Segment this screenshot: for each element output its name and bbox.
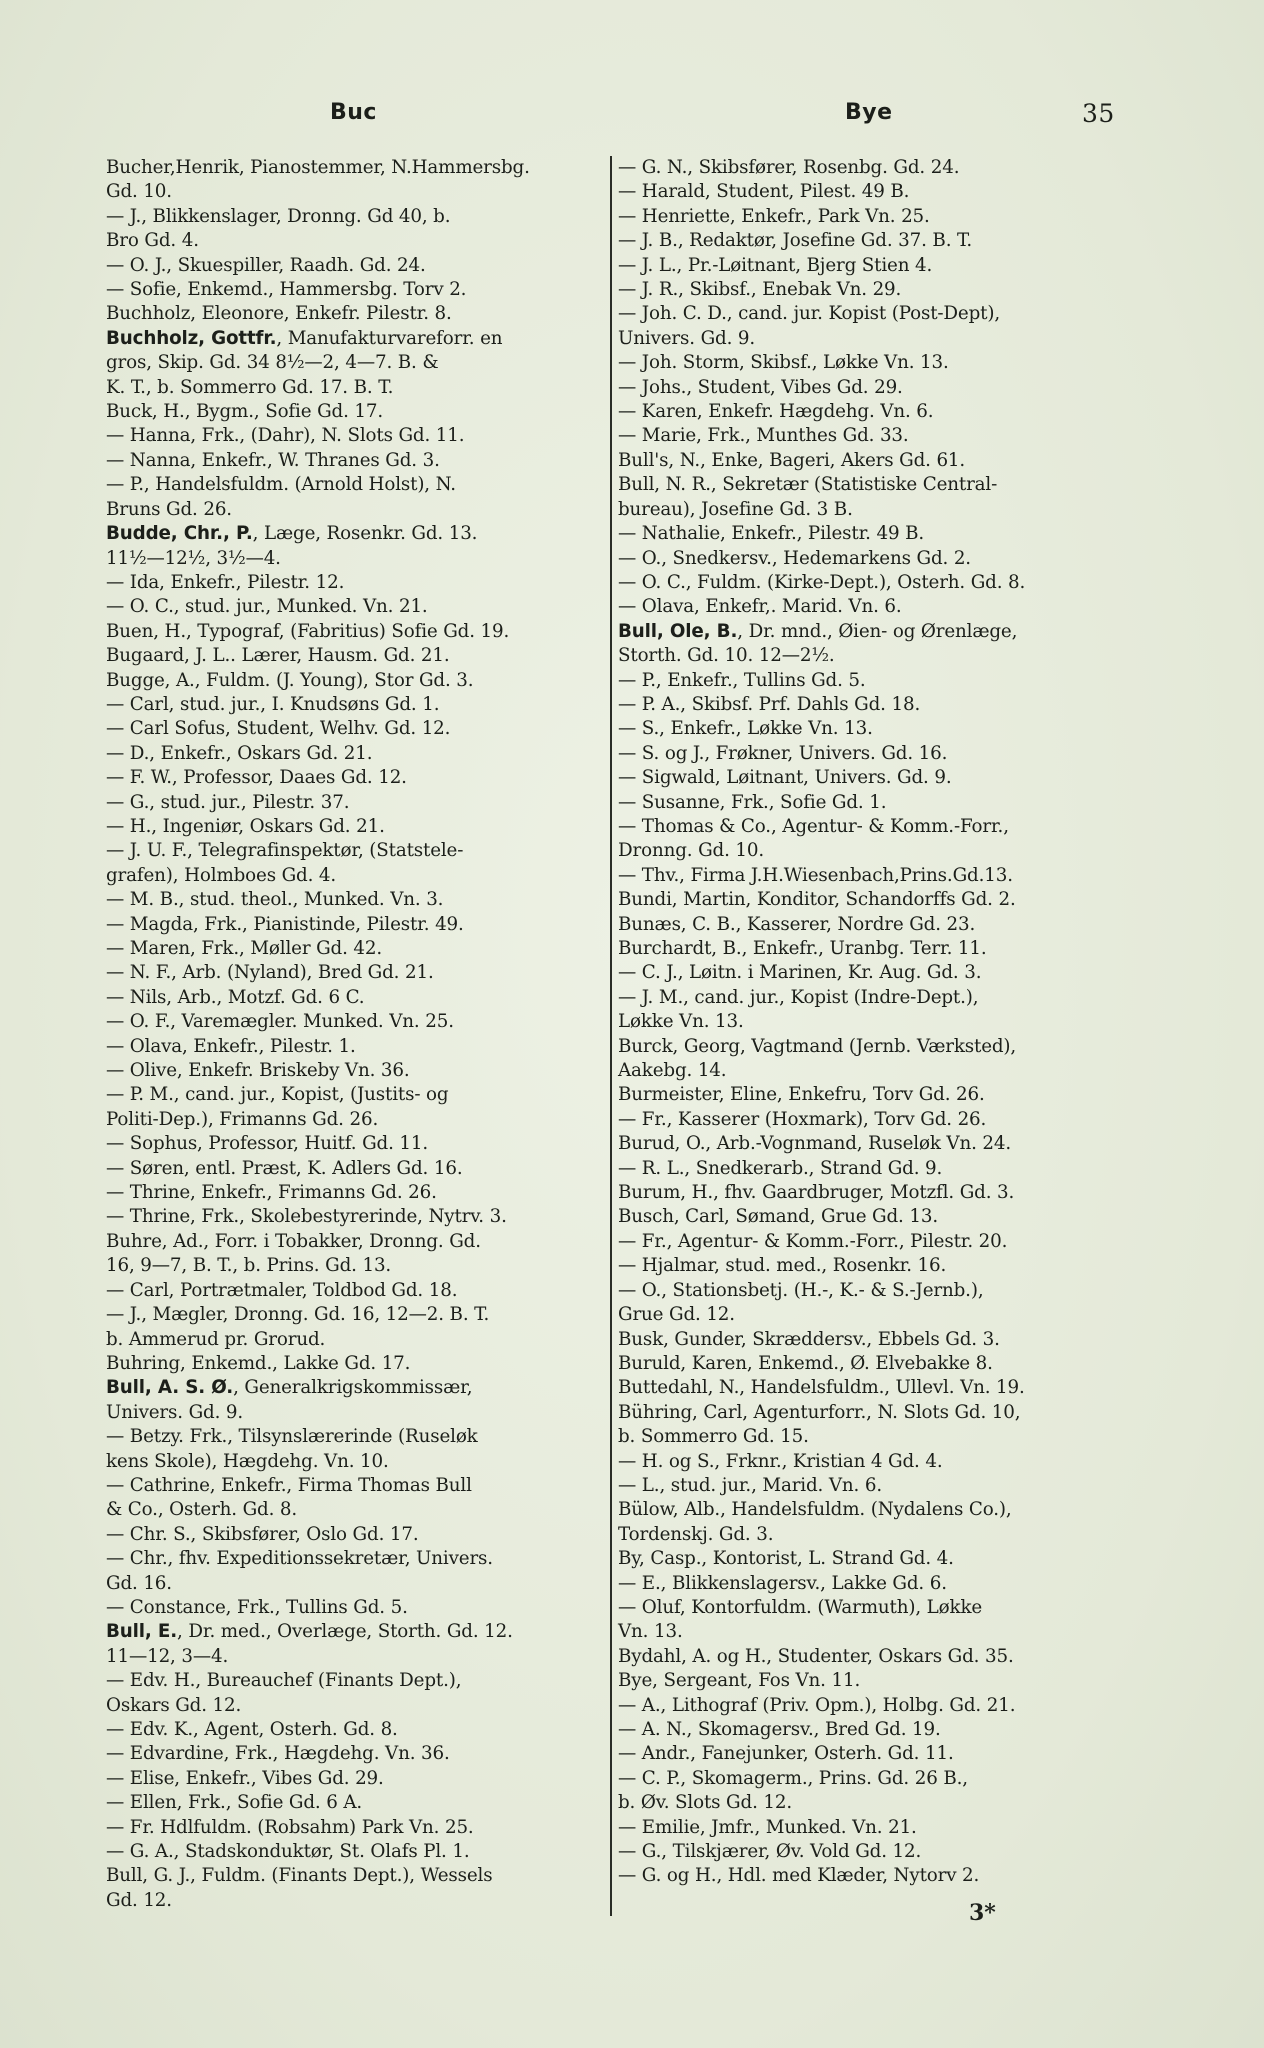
entry-text: Buen, H., Typograf, (Fabritius) Sofie Gd. 19.: [106, 620, 510, 642]
directory-line: [106, 229, 606, 253]
entry-text: Buck, H., Bygm., Sofie Gd. 17.: [106, 401, 384, 423]
directory-line: [618, 254, 1118, 278]
directory-line: [106, 1523, 606, 1547]
entry-text: Bruns Gd. 26.: [106, 498, 232, 520]
directory-line: [106, 1694, 606, 1718]
directory-line: [618, 1718, 1118, 1742]
entry-text: — G., Tilskjærer, Øv. Vold Gd. 12.: [618, 1841, 922, 1863]
directory-line: [106, 376, 606, 400]
directory-line: [618, 1596, 1118, 1620]
directory-line: [106, 1791, 606, 1815]
entry-text: — Carl, stud. jur., I. Knudsøns Gd. 1.: [106, 693, 440, 715]
entry-text: Bro Gd. 4.: [106, 230, 199, 252]
directory-line: [106, 742, 606, 766]
entry-text: — Sofie, Enkemd., Hammersbg. Torv 2.: [106, 279, 467, 301]
directory-line: [106, 1889, 606, 1913]
entry-text: — N. F., Arb. (Nyland), Bred Gd. 21.: [106, 962, 434, 984]
header-left-guide-word: Buc: [330, 100, 377, 125]
entry-text: , Læge, Rosenkr. Gd. 13.: [252, 523, 478, 545]
entry-text: — Søren, entl. Præst, K. Adlers Gd. 16.: [106, 1157, 463, 1179]
entry-text: — Johs., Student, Vibes Gd. 29.: [618, 376, 903, 398]
entry-text: — Carl, Portrætmaler, Toldbod Gd. 18.: [106, 1279, 458, 1301]
entry-text: — Oluf, Kontorfuldm. (Warmuth), Løkke: [618, 1596, 983, 1618]
directory-line: [106, 1059, 606, 1083]
directory-line: [618, 1742, 1118, 1766]
entry-text: — J. B., Redaktør, Josefine Gd. 37. B. T.: [618, 230, 973, 252]
directory-line: [106, 1279, 606, 1303]
directory-line: [106, 1816, 606, 1840]
header-right-guide-word: Bye: [845, 100, 893, 125]
entry-text: — P., Enkefr., Tullins Gd. 5.: [618, 669, 866, 691]
directory-line: [618, 888, 1118, 912]
directory-line: [618, 766, 1118, 790]
directory-line: [106, 1572, 606, 1596]
directory-line: [618, 620, 1118, 644]
entry-text: By, Casp., Kontorist, L. Strand Gd. 4.: [618, 1548, 954, 1570]
directory-line: [106, 1718, 606, 1742]
entry-text: Burmeister, Eline, Enkefru, Torv Gd. 26.: [618, 1084, 985, 1106]
entry-text: — H., Ingeniør, Oskars Gd. 21.: [106, 815, 385, 837]
entry-text: — Henriette, Enkefr., Park Vn. 25.: [618, 205, 930, 227]
entry-text: — R. L., Snedkerarb., Strand Gd. 9.: [618, 1157, 943, 1179]
directory-line: [106, 205, 606, 229]
entry-text: — S. og J., Frøkner, Univers. Gd. 16.: [618, 742, 948, 764]
directory-line: [106, 1010, 606, 1034]
entry-name-bold: Buchholz, Gottfr.: [106, 327, 277, 349]
directory-line: [106, 1401, 606, 1425]
directory-line: [106, 1230, 606, 1254]
entry-text: — P., Handelsfuldm. (Arnold Holst), N.: [106, 474, 456, 496]
directory-line: [618, 937, 1118, 961]
directory-line: [618, 669, 1118, 693]
directory-line: [106, 937, 606, 961]
directory-line: [618, 1108, 1118, 1132]
directory-line: [618, 1132, 1118, 1156]
directory-line: [618, 1254, 1118, 1278]
entry-text: — O. J., Skuespiller, Raadh. Gd. 24.: [106, 254, 426, 276]
directory-line: [618, 595, 1118, 619]
entry-text: Storth. Gd. 10. 12—2½.: [618, 645, 835, 667]
directory-line: [106, 1303, 606, 1327]
entry-name-bold: Bull, A. S. Ø.: [106, 1377, 234, 1399]
directory-line: [618, 1864, 1118, 1888]
entry-text: Buhring, Enkemd., Lakke Gd. 17.: [106, 1352, 411, 1374]
entry-text: — J. M., cand. jur., Kopist (Indre-Dept.),: [618, 986, 979, 1008]
entry-text: — Magda, Frk., Pianistinde, Pilestr. 49.: [106, 913, 464, 935]
entry-text: — Olive, Enkefr. Briskeby Vn. 36.: [106, 1060, 410, 1082]
directory-line: [106, 1035, 606, 1059]
directory-line: [618, 1425, 1118, 1449]
directory-line: [106, 1669, 606, 1693]
entry-text: — Thrine, Enkefr., Frimanns Gd. 26.: [106, 1182, 437, 1204]
entry-text: — Carl Sofus, Student, Welhv. Gd. 12.: [106, 718, 451, 740]
directory-line: [618, 302, 1118, 326]
entry-text: — Fr. Hdlfuldm. (Robsahm) Park Vn. 25.: [106, 1816, 474, 1838]
directory-line: [106, 1474, 606, 1498]
directory-line: [618, 205, 1118, 229]
entry-text: — O. C., stud. jur., Munked. Vn. 21.: [106, 596, 428, 618]
directory-line: [106, 1352, 606, 1376]
entry-text: — H. og S., Frknr., Kristian 4 Gd. 4.: [618, 1450, 943, 1472]
entry-text: gros, Skip. Gd. 34 8½—2, 4—7. B. &: [106, 352, 439, 374]
entry-text: — Karen, Enkefr. Hægdehg. Vn. 6.: [618, 401, 934, 423]
directory-line: [618, 693, 1118, 717]
directory-line: [618, 1791, 1118, 1815]
entry-text: — Chr. S., Skibsfører, Oslo Gd. 17.: [106, 1523, 419, 1545]
entry-text: — A., Lithograf (Priv. Opm.), Holbg. Gd. 21.: [618, 1694, 1016, 1716]
directory-line: [106, 547, 606, 571]
entry-text: — S., Enkefr., Løkke Vn. 13.: [618, 718, 873, 740]
entry-text: Gd. 16.: [106, 1572, 172, 1594]
directory-line: [618, 1010, 1118, 1034]
directory-line: [106, 1205, 606, 1229]
entry-text: Univers. Gd. 9.: [618, 327, 756, 349]
entry-text: Univers. Gd. 9.: [106, 1401, 244, 1423]
directory-line: [618, 1083, 1118, 1107]
directory-line: [106, 1547, 606, 1571]
entry-text: — Edv. K., Agent, Osterh. Gd. 8.: [106, 1719, 398, 1740]
directory-line: [106, 644, 606, 668]
directory-line: [618, 1620, 1118, 1644]
entry-text: — Chr., fhv. Expeditionssekretær, Univers.: [106, 1548, 493, 1570]
entry-text: bureau), Josefine Gd. 3 B.: [618, 498, 853, 520]
entry-text: — Ida, Enkefr., Pilestr. 12.: [106, 571, 345, 593]
directory-line: [618, 1523, 1118, 1547]
directory-line: [618, 424, 1118, 448]
directory-line: [106, 1767, 606, 1791]
directory-line: [618, 864, 1118, 888]
entry-text: — O. C., Fuldm. (Kirke-Dept.), Osterh. Gd. 8.: [618, 571, 1026, 593]
directory-line: [106, 327, 606, 351]
entry-text: — Constance, Frk., Tullins Gd. 5.: [106, 1596, 408, 1618]
entry-text: — J. L., Pr.-Løitnant, Bjerg Stien 4.: [618, 254, 933, 276]
directory-line: [618, 1669, 1118, 1693]
directory-line: [106, 522, 606, 546]
entry-text: , Dr. mnd., Øien- og Ørenlæge,: [737, 620, 1018, 642]
directory-line: [106, 473, 606, 497]
entry-text: Bull's, N., Enke, Bageri, Akers Gd. 61.: [618, 449, 966, 471]
entry-text: — J. R., Skibsf., Enebak Vn. 29.: [618, 279, 902, 301]
directory-line: [618, 986, 1118, 1010]
entry-text: , Manufakturvareforr. en: [276, 327, 503, 349]
entry-text: 11½—12½, 3½—4.: [106, 547, 281, 569]
entry-name-bold: Budde, Chr., P.: [106, 523, 253, 545]
directory-line: [618, 815, 1118, 839]
entry-text: — A. N., Skomagersv., Bred Gd. 19.: [618, 1719, 941, 1740]
directory-line: [106, 669, 606, 693]
directory-line: [618, 1816, 1118, 1840]
directory-line: [618, 229, 1118, 253]
directory-line: [618, 180, 1118, 204]
directory-line: [106, 449, 606, 473]
directory-line: [106, 351, 606, 375]
entry-text: — G. A., Stadskonduktør, St. Olafs Pl. 1.: [106, 1841, 470, 1863]
entry-text: Bundi, Martin, Konditor, Schandorffs Gd. 2.: [618, 889, 1016, 911]
directory-line: [106, 1132, 606, 1156]
entry-text: Bugaard, J. L.. Lærer, Hausm. Gd. 21.: [106, 645, 450, 667]
directory-line: [106, 888, 606, 912]
entry-text: — Marie, Frk., Munthes Gd. 33.: [618, 425, 909, 447]
directory-line: [618, 742, 1118, 766]
entry-text: , Dr. med., Overlæge, Storth. Gd. 12.: [177, 1621, 513, 1643]
entry-text: Buchholz, Eleonore, Enkefr. Pilestr. 8.: [106, 303, 452, 325]
entry-text: — C. J., Løitn. i Marinen, Kr. Aug. Gd. 3.: [618, 962, 982, 984]
page-number: 35: [1082, 99, 1115, 128]
entry-text: — Thv., Firma J.H.Wiesenbach,Prins.Gd.13.: [618, 864, 1013, 886]
directory-line: [106, 1742, 606, 1766]
directory-line: [618, 278, 1118, 302]
directory-line: [618, 1181, 1118, 1205]
entry-text: — Ellen, Frk., Sofie Gd. 6 A.: [106, 1792, 363, 1814]
entry-name-bold: Bull, Ole, B.: [618, 620, 738, 642]
directory-line: [618, 400, 1118, 424]
directory-line: [106, 1864, 606, 1888]
entry-text: — Sophus, Professor, Huitf. Gd. 11.: [106, 1133, 429, 1155]
directory-line: [618, 156, 1118, 180]
entry-text: Gd. 10.: [106, 181, 172, 203]
entry-text: Tordenskj. Gd. 3.: [618, 1523, 774, 1545]
entry-text: — Harald, Student, Pilest. 49 B.: [618, 181, 910, 203]
entry-text: — Betzy. Frk., Tilsynslærerinde (Ruseløk: [106, 1426, 478, 1448]
entry-text: Politi-Dep.), Frimanns Gd. 26.: [106, 1108, 379, 1130]
entry-text: — C. P., Skomagerm., Prins. Gd. 26 B.,: [618, 1767, 968, 1789]
directory-line: [106, 1620, 606, 1644]
entry-text: Bull, G. J., Fuldm. (Finants Dept.), Wessels: [106, 1865, 493, 1887]
directory-line: [106, 986, 606, 1010]
directory-line: [618, 1157, 1118, 1181]
directory-line: [618, 1376, 1118, 1400]
directory-line: [618, 547, 1118, 571]
directory-line: [106, 1083, 606, 1107]
directory-line: [618, 327, 1118, 351]
directory-line: [106, 717, 606, 741]
entry-text: Bull, N. R., Sekretær (Statistiske Central-: [618, 474, 998, 496]
directory-line: [106, 424, 606, 448]
directory-line: [618, 473, 1118, 497]
directory-line: [106, 156, 606, 180]
entry-text: — Thomas & Co., Agentur- & Komm.-Forr.,: [618, 815, 1009, 837]
directory-line: [618, 1328, 1118, 1352]
entry-text: — G., stud. jur., Pilestr. 37.: [106, 791, 350, 813]
entry-text: grafen), Holmboes Gd. 4.: [106, 864, 337, 886]
directory-line: [106, 1645, 606, 1669]
entry-text: Oskars Gd. 12.: [106, 1694, 242, 1716]
entry-text: — Elise, Enkefr., Vibes Gd. 29.: [106, 1767, 384, 1789]
entry-text: — Olava, Enkefr., Pilestr. 1.: [106, 1035, 356, 1057]
directory-line: [618, 1498, 1118, 1522]
entry-name-bold: Bull, E.: [106, 1621, 178, 1643]
directory-line: [618, 913, 1118, 937]
entry-text: b. Ammerud pr. Grorud.: [106, 1328, 326, 1350]
entry-text: — E., Blikkenslagersv., Lakke Gd. 6.: [618, 1572, 947, 1594]
directory-line: [618, 1840, 1118, 1864]
entry-text: — Nils, Arb., Motzf. Gd. 6 C.: [106, 986, 365, 1008]
entry-text: Busch, Carl, Sømand, Grue Gd. 13.: [618, 1206, 938, 1228]
entry-text: K. T., b. Sommerro Gd. 17. B. T.: [106, 376, 394, 398]
entry-text: , Generalkrigskommissær,: [233, 1377, 473, 1399]
entry-text: — Nathalie, Enkefr., Pilestr. 49 B.: [618, 523, 925, 545]
entry-text: Løkke Vn. 13.: [618, 1011, 744, 1033]
entry-text: Burud, O., Arb.-Vognmand, Ruseløk Vn. 24.: [618, 1133, 1012, 1155]
entry-text: — Olava, Enkefr,. Marid. Vn. 6.: [618, 596, 902, 618]
entry-text: — Susanne, Frk., Sofie Gd. 1.: [618, 791, 887, 813]
directory-line: [106, 1425, 606, 1449]
directory-line: [618, 1474, 1118, 1498]
directory-line: [106, 278, 606, 302]
directory-line: [618, 498, 1118, 522]
directory-line: [106, 815, 606, 839]
directory-line: [618, 571, 1118, 595]
directory-line: [618, 1694, 1118, 1718]
directory-line: [106, 571, 606, 595]
directory-line: [618, 1059, 1118, 1083]
entry-text: Busk, Gunder, Skræddersv., Ebbels Gd. 3.: [618, 1328, 1000, 1350]
entry-text: — Cathrine, Enkefr., Firma Thomas Bull: [106, 1474, 472, 1496]
directory-line: [618, 376, 1118, 400]
entry-text: 11—12, 3—4.: [106, 1645, 229, 1667]
directory-line: [106, 498, 606, 522]
entry-text: — Fr., Kasserer (Hoxmark), Torv Gd. 26.: [618, 1108, 987, 1130]
entry-text: b. Sommerro Gd. 15.: [618, 1426, 809, 1448]
directory-line: [106, 1498, 606, 1522]
entry-text: kens Skole), Hægdehg. Vn. 10.: [106, 1450, 389, 1472]
directory-line: [618, 961, 1118, 985]
entry-text: — F. W., Professor, Daaes Gd. 12.: [106, 767, 407, 789]
entry-text: Bugge, A., Fuldm. (J. Young), Stor Gd. 3.: [106, 669, 474, 691]
directory-line: [618, 1572, 1118, 1596]
directory-line: [106, 180, 606, 204]
directory-line: [618, 1205, 1118, 1229]
directory-line: [618, 1352, 1118, 1376]
entry-text: — J., Mægler, Dronng. Gd. 16, 12—2. B. T.: [106, 1304, 490, 1326]
directory-line: [618, 644, 1118, 668]
entry-text: Burchardt, B., Enkefr., Uranbg. Terr. 11.: [618, 938, 987, 959]
entry-text: — J. U. F., Telegrafinspektør, (Statstele-: [106, 840, 464, 862]
directory-line: [618, 791, 1118, 815]
entry-text: 16, 9—7, B. T., b. Prins. Gd. 13.: [106, 1255, 392, 1277]
entry-text: & Co., Osterh. Gd. 8.: [106, 1499, 298, 1521]
right-column: [618, 156, 1118, 1889]
directory-line: [618, 1645, 1118, 1669]
directory-line: [106, 1181, 606, 1205]
directory-line: [618, 522, 1118, 546]
directory-line: [106, 1254, 606, 1278]
entry-text: — P. A., Skibsf. Prf. Dahls Gd. 18.: [618, 693, 921, 715]
entry-text: — O., Stationsbetj. (H.-, K.- & S.-Jernb.),: [618, 1279, 984, 1301]
column-divider: [610, 156, 612, 1916]
directory-line: [106, 693, 606, 717]
entry-text: — G. N., Skibsfører, Rosenbg. Gd. 24.: [618, 157, 960, 178]
directory-line: [106, 254, 606, 278]
directory-line: [618, 1450, 1118, 1474]
directory-line: [618, 1279, 1118, 1303]
entry-text: — Hjalmar, stud. med., Rosenkr. 16.: [618, 1255, 947, 1277]
footer-signature: 3*: [969, 1900, 996, 1926]
entry-text: Bye, Sergeant, Fos Vn. 11.: [618, 1670, 861, 1692]
entry-text: — Edvardine, Frk., Hægdehg. Vn. 36.: [106, 1743, 450, 1765]
directory-line: [618, 351, 1118, 375]
entry-text: Bülow, Alb., Handelsfuldm. (Nydalens Co.),: [618, 1499, 1012, 1521]
entry-text: — Joh. C. D., cand. jur. Kopist (Post-Dept),: [618, 303, 1000, 325]
entry-text: Buruld, Karen, Enkemd., Ø. Elvebakke 8.: [618, 1352, 993, 1374]
entry-text: Aakebg. 14.: [618, 1060, 727, 1082]
entry-text: — O., Snedkersv., Hedemarkens Gd. 2.: [618, 547, 971, 569]
entry-text: — Joh. Storm, Skibsf., Løkke Vn. 13.: [618, 352, 949, 374]
directory-line: [106, 302, 606, 326]
entry-text: — P. M., cand. jur., Kopist, (Justits- og: [106, 1084, 449, 1106]
directory-line: [106, 595, 606, 619]
directory-line: [106, 766, 606, 790]
directory-line: [618, 717, 1118, 741]
entry-text: — Fr., Agentur- & Komm.-Forr., Pilestr. 20.: [618, 1230, 1008, 1252]
directory-line: [618, 1547, 1118, 1571]
entry-text: — Nanna, Enkefr., W. Thranes Gd. 3.: [106, 449, 440, 471]
entry-text: — Sigwald, Løitnant, Univers. Gd. 9.: [618, 767, 952, 789]
directory-line: [618, 1767, 1118, 1791]
directory-line: [618, 449, 1118, 473]
entry-text: Buhre, Ad., Forr. i Tobakker, Dronng. Gd.: [106, 1230, 481, 1252]
entry-text: b. Øv. Slots Gd. 12.: [618, 1792, 793, 1814]
entry-text: Burum, H., fhv. Gaardbruger, Motzfl. Gd. 3.: [618, 1182, 1015, 1204]
entry-text: Vn. 13.: [618, 1621, 683, 1643]
directory-line: [106, 791, 606, 815]
entry-text: Bucher,Henrik, Pianostemmer, N.Hammersbg.: [106, 157, 530, 178]
directory-line: [106, 839, 606, 863]
entry-text: — M. B., stud. theol., Munked. Vn. 3.: [106, 889, 444, 911]
directory-line: [618, 1303, 1118, 1327]
entry-text: — Maren, Frk., Møller Gd. 42.: [106, 938, 383, 959]
directory-line: [106, 1157, 606, 1181]
entry-text: Buttedahl, N., Handelsfuldm., Ullevl. Vn. 19.: [618, 1377, 1025, 1399]
entry-text: — D., Enkefr., Oskars Gd. 21.: [106, 742, 373, 764]
directory-line: [106, 1108, 606, 1132]
entry-text: Gd. 12.: [106, 1889, 172, 1911]
entry-text: — Emilie, Jmfr., Munked. Vn. 21.: [618, 1816, 917, 1838]
entry-text: Bydahl, A. og H., Studenter, Oskars Gd. 35.: [618, 1645, 1014, 1667]
directory-line: [106, 961, 606, 985]
entry-text: — Edv. H., Bureauchef (Finants Dept.),: [106, 1670, 462, 1692]
directory-line: [618, 1230, 1118, 1254]
entry-text: Bunæs, C. B., Kasserer, Nordre Gd. 23.: [618, 913, 976, 935]
entry-text: — Hanna, Frk., (Dahr), N. Slots Gd. 11.: [106, 425, 465, 447]
entry-text: — Thrine, Frk., Skolebestyrerinde, Nytrv. 3.: [106, 1206, 507, 1228]
directory-line: [106, 1596, 606, 1620]
entry-text: Grue Gd. 12.: [618, 1304, 735, 1326]
directory-line: [618, 1035, 1118, 1059]
left-column: [106, 156, 606, 1913]
directory-line: [106, 400, 606, 424]
directory-line: [106, 620, 606, 644]
directory-line: [106, 913, 606, 937]
directory-line: [618, 1401, 1118, 1425]
entry-text: — L., stud. jur., Marid. Vn. 6.: [618, 1474, 883, 1496]
entry-text: Bühring, Carl, Agenturforr., N. Slots Gd. 10,: [618, 1401, 1021, 1423]
directory-line: [106, 1328, 606, 1352]
entry-text: — J., Blikkenslager, Dronng. Gd 40, b.: [106, 205, 451, 227]
directory-line: [106, 1840, 606, 1864]
directory-line: [106, 1450, 606, 1474]
entry-text: — O. F., Varemægler. Munked. Vn. 25.: [106, 1011, 454, 1033]
entry-text: Dronng. Gd. 10.: [618, 840, 765, 862]
directory-line: [618, 839, 1118, 863]
directory-line: [106, 864, 606, 888]
entry-text: Burck, Georg, Vagtmand (Jernb. Værksted),: [618, 1035, 1017, 1057]
entry-text: — Andr., Fanejunker, Osterh. Gd. 11.: [618, 1743, 954, 1765]
entry-text: — G. og H., Hdl. med Klæder, Nytorv 2.: [618, 1865, 980, 1887]
directory-line: [106, 1376, 606, 1400]
